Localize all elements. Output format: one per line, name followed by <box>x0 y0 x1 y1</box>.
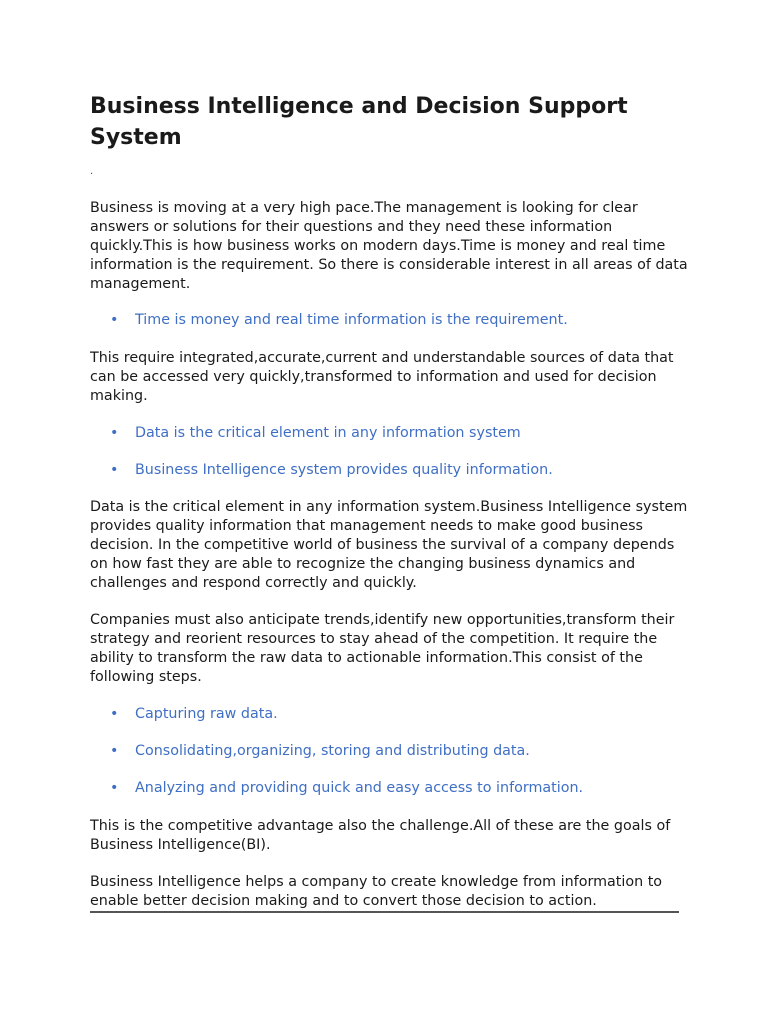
bullet-item-text: Business Intelligence system provides quality information. <box>135 462 553 478</box>
bullet-item-2 <box>110 424 690 443</box>
bullet-item-5 <box>110 742 690 761</box>
paragraph-companies: Companies must also anticipate trends,identify new opportunities,transform their strategy and reorient resources to stay ahead of the competition. It require the ability to transform the raw data to actionable information.This consist of the following steps. <box>90 612 675 685</box>
paragraph-intro: Business is moving at a very high pace.The management is looking for clear answers or solutions for their questions and they need these information quickly.This is how business works on modern days.Time is money and real time information is the requirement. So there is considerable interest in all areas of data management. <box>90 200 688 292</box>
bullet-dot-icon: • <box>110 425 119 441</box>
bullet-item-1 <box>110 311 690 330</box>
paragraph-knowledge: Business Intelligence helps a company to create knowledge from information to enable better decision making and to convert those decision to action. <box>90 874 663 909</box>
bullet-dot-icon: • <box>110 743 119 759</box>
separator-dot: . <box>90 166 94 177</box>
bullet-item-text: Consolidating,organizing, storing and distributing data. <box>135 743 530 759</box>
bullet-dot-icon: • <box>110 312 119 328</box>
bullet-item-text: Capturing raw data. <box>135 706 278 722</box>
paragraph-data-sources: This require integrated,accurate,current and understandable sources of data that can be accessed very quickly,transformed to information and used for decision making. <box>90 350 674 404</box>
bullet-item-6 <box>110 779 690 798</box>
bullet-item-text: Time is money and real time information is the requirement. <box>135 312 568 328</box>
paragraph-critical-element: Data is the critical element in any information system.Business Intelligence system provides quality information that management needs to make good business decision. In the competitive world of business the survival of a company depends on how fast they are able to recognize the changing business dynamics and challenges and respond correctly and quickly. <box>90 499 688 591</box>
bullet-item-text: Analyzing and providing quick and easy access to information. <box>135 780 584 796</box>
bullet-item-4 <box>110 705 690 724</box>
bullet-item-text: Data is the critical element in any information system <box>135 425 521 441</box>
paragraph-competitive-advantage: This is the competitive advantage also the challenge.All of these are the goals of Business Intelligence(BI). <box>90 818 671 853</box>
bullet-dot-icon: • <box>110 780 119 796</box>
bullet-dot-icon: • <box>110 462 119 478</box>
bullet-item-3 <box>110 461 690 480</box>
bullet-dot-icon: • <box>110 706 119 722</box>
bottom-divider <box>90 911 679 913</box>
document-title: Business Intelligence and Decision Support System <box>90 94 628 150</box>
